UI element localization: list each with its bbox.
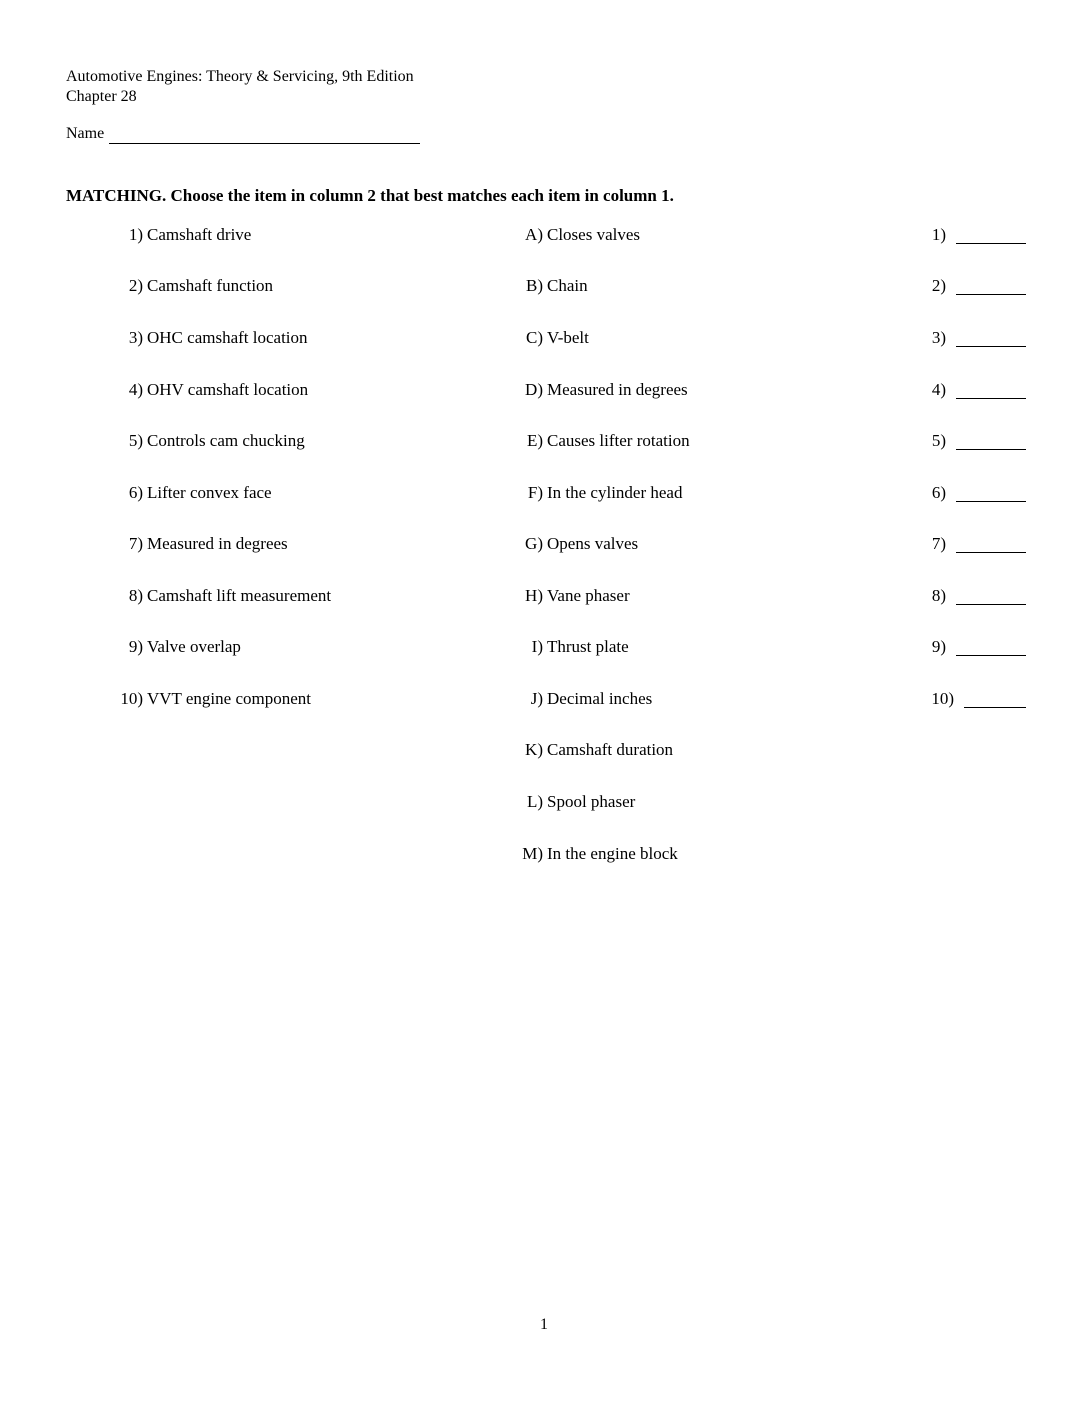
column1-item: 7) Measured in degrees <box>128 534 288 553</box>
page-number: 1 <box>540 1316 548 1333</box>
column2-item: C) V-belt <box>526 328 589 347</box>
name-label: Name <box>66 125 105 142</box>
matching-instructions: MATCHING. Choose the item in column 2 that best matches each item in column 1. <box>66 186 674 205</box>
answer-row: 3) <box>920 328 946 348</box>
answer-row: 6) <box>920 483 946 503</box>
column2-item: H) Vane phaser <box>525 586 630 605</box>
document-title: Automotive Engines: Theory & Servicing, 9th Edition <box>66 68 414 85</box>
name-field[interactable] <box>109 143 420 144</box>
column1-item: 9) Valve overlap <box>128 637 241 656</box>
column1-item: 6) Lifter convex face <box>128 483 272 502</box>
column2-item: E) Causes lifter rotation <box>526 431 690 450</box>
column1-item: 2) Camshaft function <box>128 276 274 295</box>
column2-item: L) Spool phaser <box>526 792 636 811</box>
answer-blank[interactable] <box>956 243 1026 244</box>
answer-blank[interactable] <box>956 294 1026 295</box>
answer-blank[interactable] <box>956 346 1026 347</box>
answer-row: 9) <box>920 637 946 657</box>
answer-blank[interactable] <box>956 655 1026 656</box>
answer-row: 4) <box>920 380 946 400</box>
column2-item: M) In the engine block <box>522 844 678 863</box>
column2-item: A) Closes valves <box>525 225 641 244</box>
column1-item: 10) VVT engine component <box>120 689 311 708</box>
answer-blank[interactable] <box>964 707 1026 708</box>
answer-row: 5) <box>920 431 946 451</box>
column2-item: G) Opens valves <box>525 534 639 553</box>
answer-row: 1) <box>920 225 946 245</box>
column2-item: D) Measured in degrees <box>525 380 688 399</box>
column1-item: 4) OHV camshaft location <box>128 380 309 399</box>
answer-row: 7) <box>920 534 946 554</box>
column2-item: J) Decimal inches <box>530 689 653 708</box>
column2-item: F) In the cylinder head <box>527 483 683 502</box>
column2-item: B) Chain <box>526 276 588 295</box>
answer-row: 10) <box>920 689 954 709</box>
column1-item: 5) Controls cam chucking <box>128 431 305 450</box>
name-row <box>66 125 104 147</box>
answer-blank[interactable] <box>956 604 1026 605</box>
chapter-label: Chapter 28 <box>66 88 137 105</box>
column2-item: I) Thrust plate <box>531 637 629 656</box>
column1-item: 3) OHC camshaft location <box>128 328 308 347</box>
column1-item: 8) Camshaft lift measurement <box>128 586 332 605</box>
answer-blank[interactable] <box>956 449 1026 450</box>
answer-blank[interactable] <box>956 398 1026 399</box>
answer-blank[interactable] <box>956 552 1026 553</box>
column1-item: 1) Camshaft drive <box>128 225 252 244</box>
answer-blank[interactable] <box>956 501 1026 502</box>
column2-item: K) Camshaft duration <box>525 740 674 759</box>
answer-row: 8) <box>920 586 946 606</box>
answer-row: 2) <box>920 276 946 296</box>
